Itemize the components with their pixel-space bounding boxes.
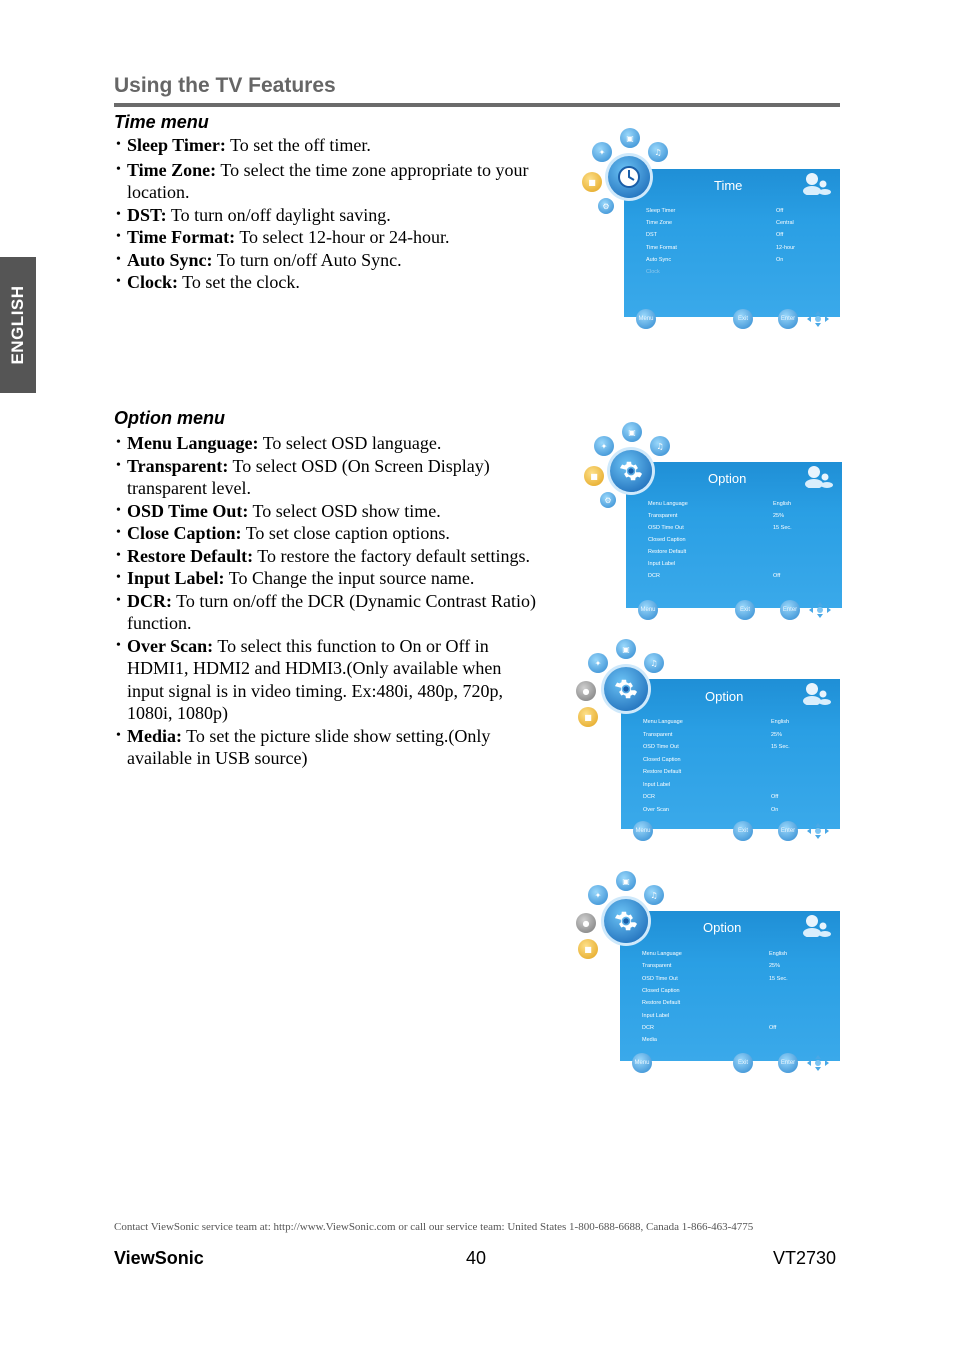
list-item: • Media: To set the picture slide show setting.(Only available in USB source) — [114, 725, 527, 770]
osd-row-value: On — [771, 806, 779, 813]
lock-icon: ■ — [584, 466, 604, 486]
enter-button: Enter — [778, 1053, 798, 1073]
osd-row-value: Off — [769, 1024, 777, 1031]
osd-row-value: Off — [776, 232, 784, 239]
osd-title: Option — [703, 920, 742, 935]
osd-row-value: 15 Sec. — [769, 975, 788, 982]
list-item: • Clock: To set the clock. — [114, 271, 534, 294]
screen-icon: ▣ — [616, 871, 636, 891]
menu-button: Menu — [636, 309, 656, 329]
menu-button: Menu — [633, 821, 653, 841]
osd-row-label: Transparent — [642, 963, 672, 970]
title-rule — [114, 103, 840, 107]
osd-row-label: Input Label — [643, 781, 671, 788]
list-item: • Close Caption: To set close caption options. — [114, 522, 574, 545]
media-icon: ● — [576, 681, 596, 701]
osd-row-value: Off — [771, 794, 779, 800]
gear-icon — [604, 667, 648, 711]
osd-row-label: Menu Language — [643, 719, 683, 725]
osd-row-label: OSD Time Out — [642, 975, 678, 982]
osd-row-value: English — [769, 951, 788, 957]
contact-line: Contact ViewSonic service team at: http://www.ViewSonic.com or call our service team: United States 1-800-688-6688, Canada 1-866-463-4775 — [114, 1221, 754, 1233]
list-item: • OSD Time Out: To select OSD show time. — [114, 500, 574, 523]
list-item: • Time Format: To select 12-hour or 24-hour. — [114, 226, 534, 249]
option-menu-overscan-screenshot — [574, 637, 842, 857]
osd-row-label: Restore Default — [643, 769, 682, 775]
list-item: • Transparent: To select OSD (On Screen Display) transparent level. — [114, 455, 527, 500]
screen-icon: ▣ — [620, 128, 640, 148]
osd-row-value: 12-hour — [776, 244, 795, 251]
lock-icon: ■ — [578, 939, 598, 959]
time-menu-heading: Time menu — [114, 112, 209, 132]
osd-row-label: Transparent — [648, 513, 678, 519]
list-item: • Restore Default: To restore the factory default settings. — [114, 545, 574, 568]
option-menu-list — [114, 432, 574, 770]
osd-row-label: Closed Caption — [643, 756, 681, 763]
section-title: Using the TV Features — [114, 74, 336, 97]
clock-icon — [608, 156, 650, 198]
users-icon — [802, 681, 832, 705]
osd-row-label: Menu Language — [642, 951, 682, 957]
exit-button: Exit — [733, 309, 753, 329]
osd-row-value: 15 Sec. — [771, 744, 790, 750]
list-item: • Over Scan: To select this function to On or Off in HDMI1, HDMI2 and HDMI3.(Only available when input signal is in video timing. Ex:480i, 480p, 720p, 1080i, 1080p) — [114, 635, 537, 725]
audio-icon: ♫ — [644, 653, 664, 673]
osd-title: Option — [705, 689, 744, 704]
gear-icon — [610, 450, 652, 492]
lock-icon: ■ — [582, 172, 602, 192]
navigation-arrows-icon — [806, 822, 830, 840]
osd-row-label: Closed Caption — [642, 987, 680, 994]
side-tab-label: ENGLISH — [8, 285, 27, 365]
osd-row-value: 25% — [771, 731, 783, 738]
osd-row-value: 15 Sec. — [773, 525, 792, 531]
language-side-tab — [0, 257, 36, 393]
picture-icon: ✦ — [588, 885, 608, 905]
osd-row-value: On — [776, 256, 784, 263]
navigation-arrows-icon — [808, 601, 832, 619]
footer-model: VT2730 — [773, 1248, 837, 1268]
settings-icon: ⚙ — [598, 198, 614, 214]
osd-row-label: DCR — [643, 794, 655, 800]
osd-row-label: DST — [646, 232, 657, 239]
users-icon — [802, 913, 832, 937]
lock-icon: ■ — [578, 707, 598, 727]
osd-row-label: DCR — [642, 1024, 654, 1031]
osd-row-label: DCR — [648, 573, 660, 579]
picture-icon: ✦ — [588, 653, 608, 673]
option-menu-screenshot — [580, 420, 844, 635]
exit-button: Exit — [733, 821, 753, 841]
osd-row-value: English — [773, 501, 792, 507]
option-menu-heading: Option menu — [114, 408, 225, 428]
enter-button: Enter — [780, 600, 800, 620]
osd-title: Option — [708, 471, 747, 486]
users-icon — [802, 171, 832, 195]
footer-brand: ViewSonic — [114, 1248, 204, 1268]
list-item: • Auto Sync: To turn on/off Auto Sync. — [114, 249, 534, 272]
enter-button: Enter — [778, 821, 798, 841]
osd-row-label: Sleep Timer — [646, 208, 676, 214]
settings-icon: ⚙ — [600, 492, 616, 508]
picture-icon: ✦ — [594, 436, 614, 456]
footer-page-number: 40 — [466, 1248, 487, 1268]
osd-row-label: Over Scan — [643, 806, 669, 813]
list-item: • Input Label: To Change the input source name. — [114, 567, 574, 590]
osd-row-value: English — [771, 719, 790, 725]
osd-row-value: Off — [776, 208, 784, 214]
menu-button: Menu — [638, 600, 658, 620]
navigation-arrows-icon — [806, 1054, 830, 1072]
list-item: • DST: To turn on/off daylight saving. — [114, 204, 534, 227]
osd-row-value: Off — [773, 573, 781, 579]
osd-row-label: Menu Language — [648, 501, 688, 507]
list-item: • Sleep Timer: To set the off timer. — [114, 134, 534, 157]
audio-icon: ♫ — [648, 142, 668, 162]
menu-button: Menu — [632, 1053, 652, 1073]
media-icon: ● — [576, 913, 596, 933]
osd-row-label: Time Zone — [646, 220, 673, 227]
exit-button: Exit — [735, 600, 755, 620]
users-icon — [804, 464, 834, 488]
audio-icon: ♫ — [650, 436, 670, 456]
osd-row-label: OSD Time Out — [648, 525, 684, 531]
enter-button: Enter — [778, 309, 798, 329]
picture-icon: ✦ — [592, 142, 612, 162]
time-menu-screenshot — [578, 126, 842, 341]
list-item: • Time Zone: To select the time zone appropriate to your location. — [114, 159, 534, 204]
osd-row-label: Auto Sync — [646, 256, 672, 263]
option-menu-media-screenshot — [574, 869, 842, 1089]
list-item: • Menu Language: To select OSD language. — [114, 432, 574, 455]
osd-row-label: Media — [642, 1037, 657, 1044]
time-menu-list — [114, 134, 534, 294]
exit-button: Exit — [733, 1053, 753, 1073]
osd-row-label: Input Label — [648, 561, 676, 567]
audio-icon: ♫ — [644, 885, 664, 905]
screen-icon: ▣ — [616, 639, 636, 659]
gear-icon — [604, 899, 648, 943]
osd-row-value: 25% — [773, 513, 785, 519]
osd-row-label: OSD Time Out — [643, 744, 679, 750]
osd-row-label: Clock — [646, 269, 660, 275]
osd-row-label: Restore Default — [642, 1000, 681, 1007]
screen-icon: ▣ — [622, 422, 642, 442]
osd-row-value: 25% — [769, 963, 781, 970]
osd-title: Time — [714, 178, 743, 193]
osd-row-label: Transparent — [643, 731, 673, 738]
osd-row-label: Closed Caption — [648, 537, 686, 543]
navigation-arrows-icon — [806, 310, 830, 328]
osd-row-label: Input Label — [642, 1012, 670, 1019]
osd-row-label: Time Format — [646, 244, 677, 251]
osd-row-value: Central — [776, 220, 794, 227]
osd-row-label: Restore Default — [648, 549, 687, 555]
list-item: • DCR: To turn on/off the DCR (Dynamic Contrast Ratio) function. — [114, 590, 574, 635]
